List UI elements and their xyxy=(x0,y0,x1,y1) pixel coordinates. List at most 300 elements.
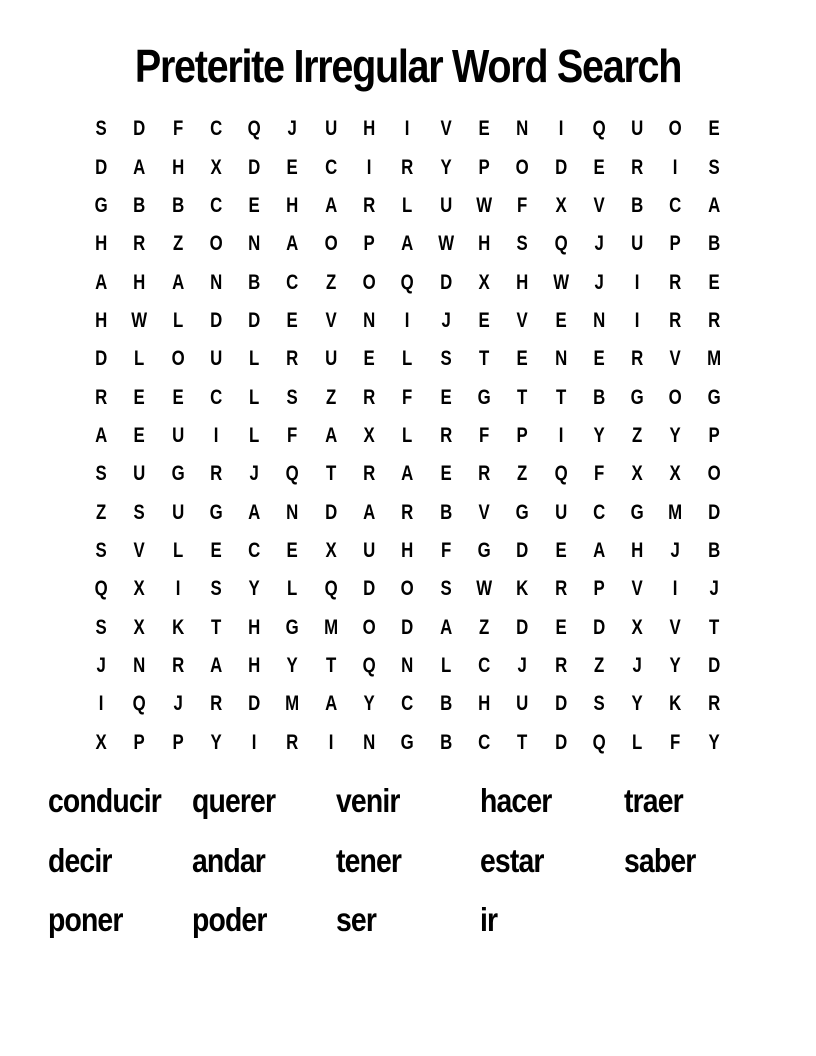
grid-letter[interactable]: S xyxy=(516,232,529,256)
grid-letter[interactable]: V xyxy=(669,347,682,371)
grid-letter[interactable]: U xyxy=(171,423,184,447)
grid-letter[interactable]: L xyxy=(402,193,413,217)
grid-letter[interactable]: J xyxy=(594,232,604,256)
grid-letter[interactable]: B xyxy=(248,270,261,294)
grid-letter[interactable]: P xyxy=(516,423,529,447)
grid-letter[interactable]: O xyxy=(362,270,376,294)
grid-letter[interactable]: A xyxy=(95,270,108,294)
grid-letter[interactable]: O xyxy=(400,577,415,601)
grid-letter[interactable]: E xyxy=(555,538,567,562)
grid-letter[interactable]: Q xyxy=(592,117,606,141)
grid-letter[interactable]: A xyxy=(324,193,337,217)
grid-letter[interactable]: U xyxy=(439,193,452,217)
word-list-item: poner xyxy=(48,901,123,938)
grid-letter[interactable]: P xyxy=(133,730,146,754)
grid-letter[interactable]: Q xyxy=(554,232,568,256)
grid-letter[interactable]: Q xyxy=(554,462,568,486)
grid-letter[interactable]: Z xyxy=(478,615,490,639)
grid-letter[interactable]: Q xyxy=(400,270,415,294)
grid-letter[interactable]: T xyxy=(325,462,337,486)
grid-letter[interactable]: H xyxy=(363,117,376,141)
grid-letter[interactable]: S xyxy=(440,347,452,371)
grid-letter[interactable]: I xyxy=(366,155,372,179)
grid-letter[interactable]: X xyxy=(669,462,682,486)
word-list-item: hacer xyxy=(480,782,552,819)
grid-letter[interactable]: L xyxy=(440,653,451,677)
grid-letter[interactable]: Y xyxy=(708,730,720,754)
grid-letter[interactable]: J xyxy=(249,462,260,486)
grid-letter[interactable]: A xyxy=(248,500,261,524)
grid-letter[interactable]: P xyxy=(593,577,605,601)
grid-letter[interactable]: B xyxy=(439,730,452,754)
grid-letter[interactable]: Y xyxy=(363,692,375,716)
grid-letter[interactable]: F xyxy=(402,385,413,409)
grid-letter[interactable]: L xyxy=(172,538,183,562)
grid-letter[interactable]: R xyxy=(401,500,414,524)
grid-letter[interactable]: N xyxy=(363,308,376,332)
grid-letter[interactable]: Z xyxy=(517,462,528,486)
grid-letter[interactable]: F xyxy=(517,193,528,217)
grid-letter[interactable]: I xyxy=(213,423,219,447)
grid-letter[interactable]: M xyxy=(706,347,721,371)
grid-letter[interactable]: S xyxy=(287,385,299,409)
grid-letter[interactable]: R xyxy=(554,653,567,677)
grid-letter[interactable]: E xyxy=(287,308,299,332)
grid-letter[interactable]: B xyxy=(171,193,184,217)
grid-letter[interactable]: L xyxy=(249,423,260,447)
grid-letter[interactable]: X xyxy=(210,155,222,179)
grid-letter[interactable]: E xyxy=(363,347,375,371)
grid-letter[interactable]: W xyxy=(437,232,454,256)
grid-letter[interactable]: W xyxy=(131,308,148,332)
grid-letter[interactable]: F xyxy=(287,423,298,447)
grid-letter[interactable]: V xyxy=(516,308,529,332)
grid-letter[interactable]: K xyxy=(516,577,529,601)
grid-letter[interactable]: V xyxy=(669,615,682,639)
grid-letter[interactable]: Y xyxy=(593,423,605,447)
grid-letter[interactable]: J xyxy=(173,692,183,716)
grid-letter[interactable]: U xyxy=(209,347,223,371)
grid-letter[interactable]: N xyxy=(363,730,376,754)
grid-letter[interactable]: J xyxy=(709,577,719,601)
grid-letter[interactable]: D xyxy=(707,500,720,524)
grid-letter[interactable]: D xyxy=(554,730,567,754)
grid-letter[interactable]: L xyxy=(632,730,643,754)
grid-letter[interactable]: P xyxy=(172,730,184,754)
grid-letter[interactable]: D xyxy=(95,347,108,371)
grid-letter[interactable]: D xyxy=(248,692,261,716)
grid-letter[interactable]: C xyxy=(248,538,261,562)
grid-letter[interactable]: A xyxy=(592,538,606,562)
grid-letter[interactable]: D xyxy=(248,308,261,332)
grid-letter[interactable]: V xyxy=(440,117,452,141)
grid-letter[interactable]: T xyxy=(708,615,720,639)
grid-letter[interactable]: H xyxy=(133,270,146,294)
grid-letter[interactable]: G xyxy=(707,385,721,409)
grid-letter[interactable]: L xyxy=(249,385,260,409)
grid-letter[interactable]: H xyxy=(248,653,261,677)
grid-letter[interactable]: U xyxy=(554,500,567,524)
grid-letter[interactable]: U xyxy=(363,538,376,562)
grid-letter[interactable]: V xyxy=(593,193,605,217)
grid-letter[interactable]: I xyxy=(328,730,334,754)
grid-letter[interactable]: I xyxy=(634,270,640,294)
grid-letter[interactable]: A xyxy=(286,232,299,256)
grid-letter[interactable]: D xyxy=(592,615,606,639)
grid-letter[interactable]: R xyxy=(707,308,720,332)
grid-letter[interactable]: I xyxy=(634,308,640,332)
word-list-item: querer xyxy=(192,782,276,819)
grid-letter[interactable]: M xyxy=(668,500,683,524)
grid-letter[interactable]: Z xyxy=(325,385,337,409)
grid-letter[interactable]: D xyxy=(516,538,529,562)
grid-letter[interactable]: U xyxy=(324,347,337,371)
grid-letter[interactable]: H xyxy=(516,270,529,294)
grid-letter[interactable]: G xyxy=(630,385,644,409)
grid-letter[interactable]: Q xyxy=(324,577,338,601)
grid-letter[interactable]: Z xyxy=(325,270,337,294)
grid-letter[interactable]: E xyxy=(555,308,567,332)
grid-letter[interactable]: Q xyxy=(247,117,261,141)
grid-letter[interactable]: G xyxy=(209,500,223,524)
grid-letter[interactable]: E xyxy=(287,538,299,562)
grid-letter[interactable]: H xyxy=(171,155,184,179)
word-list xyxy=(48,778,768,957)
grid-letter[interactable]: C xyxy=(209,193,223,217)
grid-letter[interactable]: O xyxy=(209,232,223,256)
grid-letter[interactable]: J xyxy=(632,653,642,677)
grid-letter[interactable]: C xyxy=(478,730,491,754)
word-list-item: conducir xyxy=(48,782,161,819)
grid-letter[interactable]: H xyxy=(286,193,299,217)
grid-letter[interactable]: U xyxy=(631,117,644,141)
grid-letter[interactable]: A xyxy=(324,423,337,447)
grid-letter[interactable]: S xyxy=(133,500,146,524)
grid-letter[interactable]: V xyxy=(631,577,643,601)
grid-letter[interactable]: Z xyxy=(172,232,183,256)
grid-letter[interactable]: B xyxy=(439,692,452,716)
grid-letter[interactable]: L xyxy=(134,347,145,371)
grid-letter[interactable]: N xyxy=(209,270,223,294)
grid-letter[interactable]: F xyxy=(172,117,183,141)
grid-letter[interactable]: I xyxy=(673,577,678,601)
grid-letter[interactable]: N xyxy=(516,117,529,141)
grid-letter[interactable]: D xyxy=(707,653,720,677)
grid-letter[interactable]: Y xyxy=(210,730,222,754)
grid-letter[interactable]: X xyxy=(133,615,146,639)
grid-letter[interactable]: X xyxy=(478,270,490,294)
grid-letter[interactable]: O xyxy=(171,347,185,371)
grid-letter[interactable]: F xyxy=(440,538,451,562)
grid-letter[interactable]: O xyxy=(707,462,721,486)
grid-letter[interactable]: R xyxy=(478,462,491,486)
grid-letter[interactable]: T xyxy=(478,347,490,371)
grid-letter[interactable]: G xyxy=(477,385,491,409)
grid-letter[interactable]: D xyxy=(248,155,261,179)
grid-letter[interactable]: S xyxy=(708,155,720,179)
grid-letter[interactable]: B xyxy=(592,385,606,409)
grid-letter[interactable]: U xyxy=(516,692,529,716)
grid-letter[interactable]: Y xyxy=(669,423,682,447)
grid-letter[interactable]: K xyxy=(669,692,682,716)
grid-letter[interactable]: D xyxy=(324,500,337,524)
grid-letter[interactable]: J xyxy=(517,653,528,677)
grid-letter[interactable]: X xyxy=(133,577,146,601)
grid-letter[interactable]: N xyxy=(248,232,261,256)
grid-letter[interactable]: O xyxy=(669,117,683,141)
grid-letter[interactable]: S xyxy=(593,692,605,716)
grid-letter[interactable]: D xyxy=(209,308,223,332)
grid-letter[interactable]: A xyxy=(401,232,414,256)
grid-letter[interactable]: L xyxy=(287,577,298,601)
grid-letter[interactable]: I xyxy=(558,423,564,447)
grid-letter[interactable]: L xyxy=(402,423,413,447)
grid-letter[interactable]: Q xyxy=(362,653,376,677)
grid-letter[interactable]: H xyxy=(631,538,644,562)
grid-letter[interactable]: C xyxy=(209,117,223,141)
grid-letter[interactable]: E xyxy=(172,385,184,409)
grid-letter[interactable]: V xyxy=(478,500,490,524)
grid-letter[interactable]: H xyxy=(248,615,261,639)
grid-letter[interactable]: T xyxy=(325,653,337,677)
grid-letter[interactable]: G xyxy=(477,538,491,562)
word-list-item: decir xyxy=(48,841,112,879)
word-list-item: saber xyxy=(624,841,696,879)
grid-letter[interactable]: A xyxy=(707,193,720,217)
grid-letter[interactable]: E xyxy=(440,462,452,486)
grid-letter[interactable]: I xyxy=(405,117,410,141)
grid-letter[interactable]: G xyxy=(286,615,300,639)
grid-letter[interactable]: D xyxy=(554,692,567,716)
grid-letter[interactable]: R xyxy=(439,423,452,447)
grid-letter[interactable]: O xyxy=(324,232,338,256)
grid-letter[interactable]: D xyxy=(516,615,529,639)
grid-letter[interactable]: F xyxy=(670,730,681,754)
grid-letter[interactable]: F xyxy=(478,423,490,447)
grid-letter[interactable]: W xyxy=(552,270,569,294)
grid-letter[interactable]: I xyxy=(98,692,104,716)
grid-letter[interactable]: J xyxy=(594,270,604,294)
grid-letter[interactable]: B xyxy=(133,193,146,217)
grid-letter[interactable]: S xyxy=(95,462,107,486)
grid-letter[interactable]: W xyxy=(476,193,493,217)
grid-letter[interactable]: T xyxy=(517,385,528,409)
grid-letter[interactable]: U xyxy=(631,232,644,256)
grid-letter[interactable]: S xyxy=(210,577,222,601)
grid-letter[interactable]: Y xyxy=(631,692,643,716)
grid-letter[interactable]: W xyxy=(476,577,493,601)
grid-letter[interactable]: A xyxy=(363,500,376,524)
grid-letter[interactable]: R xyxy=(363,462,376,486)
grid-letter[interactable]: B xyxy=(707,538,720,562)
grid-letter[interactable]: E xyxy=(133,385,146,409)
grid-letter[interactable]: Y xyxy=(440,155,452,179)
grid-letter[interactable]: R xyxy=(631,347,644,371)
grid-letter[interactable]: R xyxy=(554,577,567,601)
grid-letter[interactable]: I xyxy=(558,117,564,141)
grid-letter[interactable]: Y xyxy=(669,653,682,677)
grid-letter[interactable]: D xyxy=(401,615,414,639)
grid-letter[interactable]: R xyxy=(631,155,644,179)
grid-letter[interactable]: S xyxy=(95,615,107,639)
grid-letter[interactable]: J xyxy=(96,653,106,677)
grid-letter[interactable]: T xyxy=(210,615,222,639)
grid-letter[interactable]: N xyxy=(133,653,146,677)
grid-letter[interactable]: R xyxy=(363,385,376,409)
grid-letter[interactable]: U xyxy=(171,500,184,524)
grid-letter[interactable]: A xyxy=(401,462,414,486)
grid-letter[interactable]: Z xyxy=(632,423,643,447)
grid-letter[interactable]: Q xyxy=(94,577,108,601)
grid-letter[interactable]: P xyxy=(669,232,682,256)
grid-letter[interactable]: F xyxy=(593,462,605,486)
grid-letter[interactable]: E xyxy=(248,193,260,217)
grid-letter[interactable]: Y xyxy=(248,577,260,601)
grid-letter[interactable]: G xyxy=(400,730,415,754)
grid-letter[interactable]: J xyxy=(670,538,681,562)
grid-letter[interactable]: I xyxy=(175,577,181,601)
grid-letter[interactable]: R xyxy=(669,308,682,332)
grid-letter[interactable]: V xyxy=(325,308,337,332)
grid-letter[interactable]: H xyxy=(95,232,108,256)
grid-letter[interactable]: H xyxy=(401,538,414,562)
grid-letter[interactable]: H xyxy=(95,308,108,332)
grid-letter[interactable]: A xyxy=(133,155,146,179)
grid-letter[interactable]: C xyxy=(209,385,223,409)
word-list-item: ser xyxy=(336,901,377,938)
grid-letter[interactable]: N xyxy=(286,500,299,524)
grid-letter[interactable]: C xyxy=(324,155,337,179)
grid-letter[interactable]: G xyxy=(515,500,529,524)
grid-letter[interactable]: B xyxy=(439,500,452,524)
grid-letter[interactable]: Q xyxy=(132,692,146,716)
grid-letter[interactable]: D xyxy=(95,155,108,179)
grid-letter[interactable]: O xyxy=(669,385,683,409)
grid-letter[interactable]: C xyxy=(286,270,299,294)
grid-letter[interactable]: A xyxy=(209,653,223,677)
grid-letter[interactable]: T xyxy=(517,730,528,754)
grid-letter[interactable]: E xyxy=(555,615,567,639)
grid-letter[interactable]: L xyxy=(249,347,260,371)
grid-letter[interactable]: G xyxy=(630,500,644,524)
grid-letter[interactable]: L xyxy=(402,347,413,371)
grid-letter[interactable]: B xyxy=(631,193,644,217)
grid-letter[interactable]: G xyxy=(94,193,108,217)
grid-letter[interactable]: D xyxy=(363,577,376,601)
grid-letter[interactable]: P xyxy=(478,155,490,179)
grid-letter[interactable]: C xyxy=(478,653,491,677)
grid-letter[interactable]: X xyxy=(95,730,107,754)
grid-letter[interactable]: X xyxy=(555,193,567,217)
grid-letter[interactable]: R xyxy=(209,462,223,486)
grid-letter[interactable]: R xyxy=(133,232,146,256)
grid-letter[interactable]: C xyxy=(669,193,682,217)
grid-letter[interactable]: E xyxy=(440,385,452,409)
grid-letter[interactable]: E xyxy=(593,155,605,179)
grid-letter[interactable]: Q xyxy=(592,730,606,754)
grid-letter[interactable]: A xyxy=(439,615,452,639)
grid-letter[interactable]: J xyxy=(441,308,451,332)
grid-letter[interactable]: E xyxy=(708,270,720,294)
grid-letter[interactable]: X xyxy=(631,462,643,486)
grid-letter[interactable]: N xyxy=(401,653,414,677)
grid-letter[interactable]: J xyxy=(287,117,298,141)
grid-letter[interactable]: E xyxy=(708,117,720,141)
grid-letter[interactable]: Y xyxy=(287,653,299,677)
word-list-item: poder xyxy=(192,901,267,938)
grid-letter[interactable]: U xyxy=(133,462,146,486)
grid-letter[interactable]: X xyxy=(631,615,643,639)
grid-letter[interactable]: D xyxy=(554,155,567,179)
grid-letter[interactable]: N xyxy=(592,308,606,332)
grid-letter[interactable]: E xyxy=(593,347,605,371)
grid-letter[interactable]: R xyxy=(95,385,108,409)
grid-letter[interactable]: K xyxy=(171,615,184,639)
grid-letter[interactable]: B xyxy=(707,232,720,256)
grid-letter[interactable]: A xyxy=(171,270,184,294)
grid-letter[interactable]: D xyxy=(439,270,452,294)
grid-letter[interactable]: X xyxy=(325,538,337,562)
grid-letter[interactable]: R xyxy=(669,270,682,294)
grid-letter[interactable]: I xyxy=(673,155,678,179)
grid-letter[interactable]: V xyxy=(133,538,146,562)
grid-letter[interactable]: C xyxy=(401,692,414,716)
grid-letter[interactable]: Z xyxy=(593,653,605,677)
grid-letter[interactable]: S xyxy=(95,117,107,141)
grid-letter[interactable]: G xyxy=(171,462,185,486)
grid-letter[interactable]: R xyxy=(171,653,184,677)
grid-letter[interactable]: E xyxy=(516,347,529,371)
grid-letter[interactable]: R xyxy=(286,730,299,754)
grid-letter[interactable]: I xyxy=(251,730,257,754)
grid-letter[interactable]: U xyxy=(324,117,337,141)
grid-letter[interactable]: Z xyxy=(96,500,107,524)
grid-letter[interactable]: T xyxy=(555,385,566,409)
grid-letter[interactable]: N xyxy=(554,347,567,371)
grid-letter[interactable]: R xyxy=(363,193,376,217)
grid-letter[interactable]: C xyxy=(592,500,606,524)
grid-letter[interactable]: E xyxy=(478,308,490,332)
grid-letter[interactable]: H xyxy=(478,232,491,256)
grid-letter[interactable]: D xyxy=(133,117,146,141)
grid-letter[interactable]: Q xyxy=(286,462,300,486)
word-list-item: traer xyxy=(624,782,683,819)
grid-letter[interactable]: S xyxy=(95,538,107,562)
grid-letter[interactable]: R xyxy=(286,347,299,371)
word-list-item: ir xyxy=(480,901,498,938)
grid-letter[interactable]: H xyxy=(478,692,491,716)
grid-letter[interactable]: E xyxy=(133,423,146,447)
grid-letter[interactable]: L xyxy=(172,308,183,332)
grid-letter[interactable]: R xyxy=(209,692,223,716)
grid-letter[interactable]: P xyxy=(363,232,375,256)
grid-letter[interactable]: E xyxy=(210,538,222,562)
grid-letter[interactable]: I xyxy=(405,308,410,332)
grid-letter[interactable]: E xyxy=(478,117,490,141)
grid-letter[interactable]: R xyxy=(707,692,720,716)
grid-letter[interactable]: M xyxy=(323,615,338,639)
grid-letter[interactable]: A xyxy=(95,423,108,447)
grid-letter[interactable]: S xyxy=(440,577,452,601)
grid-letter[interactable]: A xyxy=(324,692,337,716)
grid-letter[interactable]: X xyxy=(363,423,375,447)
grid-letter[interactable]: M xyxy=(285,692,300,716)
grid-letter[interactable]: O xyxy=(515,155,529,179)
grid-letter[interactable]: O xyxy=(362,615,376,639)
grid-letter[interactable]: E xyxy=(287,155,299,179)
grid-letter[interactable]: R xyxy=(401,155,414,179)
grid-letter[interactable]: P xyxy=(708,423,720,447)
